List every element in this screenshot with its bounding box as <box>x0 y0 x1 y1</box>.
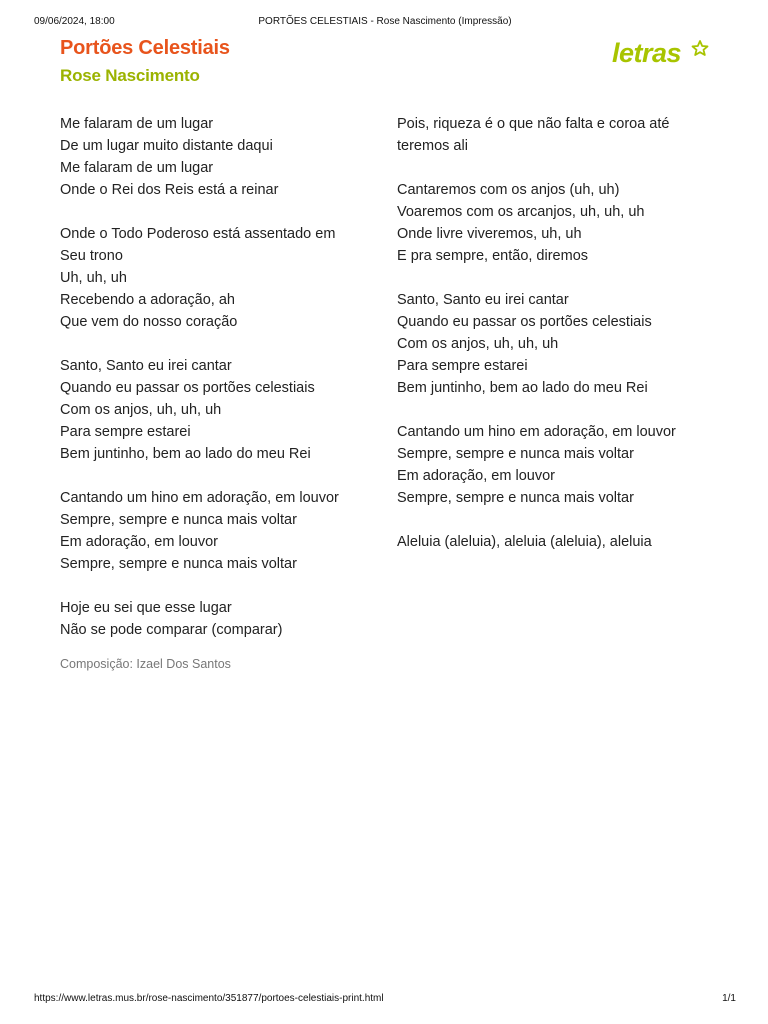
lyrics-stanza <box>60 487 370 575</box>
lyrics-stanza <box>60 223 370 333</box>
lyrics-stanza <box>397 289 717 399</box>
lyrics-stanza <box>60 113 370 201</box>
lyric-line: Voaremos com os arcanjos, uh, uh, uh <box>397 204 645 220</box>
lyric-line: Para sempre estarei <box>397 358 528 374</box>
composer-credit: Composição: Izael Dos Santos <box>60 657 231 671</box>
lyrics-stanza <box>397 421 717 509</box>
lyric-line: Cantando um hino em adoração, em louvor <box>60 490 339 506</box>
lyric-line: Com os anjos, uh, uh, uh <box>60 402 222 418</box>
lyric-line: Me falaram de um lugar <box>60 160 214 176</box>
print-header <box>34 16 736 30</box>
print-date: 09/06/2024, 18:00 <box>34 16 115 27</box>
lyrics-stanza <box>60 597 370 641</box>
lyric-line: teremos ali <box>397 138 468 154</box>
song-title: Portões Celestiais <box>60 37 230 59</box>
lyric-line: Em adoração, em louvor <box>397 468 555 484</box>
lyric-line: Sempre, sempre e nunca mais voltar <box>60 512 297 528</box>
lyric-line: Não se pode comparar (comparar) <box>60 622 283 638</box>
lyric-line: Onde livre viveremos, uh, uh <box>397 226 582 242</box>
lyric-line: Sempre, sempre e nunca mais voltar <box>397 490 634 506</box>
artist-name: Rose Nascimento <box>60 66 200 85</box>
lyric-line: Que vem do nosso coração <box>60 314 238 330</box>
lyric-line: Santo, Santo eu irei cantar <box>397 292 569 308</box>
lyric-line: Bem juntinho, bem ao lado do meu Rei <box>397 380 648 396</box>
lyric-line: Sempre, sempre e nunca mais voltar <box>60 556 297 572</box>
star-icon <box>693 41 708 55</box>
lyric-line: Aleluia (aleluia), aleluia (aleluia), aleluia <box>397 534 652 550</box>
lyric-line: Santo, Santo eu irei cantar <box>60 358 232 374</box>
lyric-line: Me falaram de um lugar <box>60 116 214 132</box>
lyrics-stanza <box>397 179 717 267</box>
lyrics-stanza <box>397 531 717 553</box>
lyric-line: De um lugar muito distante daqui <box>60 138 273 154</box>
lyric-line: Pois, riqueza é o que não falta e coroa até <box>397 116 670 132</box>
lyric-line: Quando eu passar os portões celestiais <box>397 314 652 330</box>
lyric-line: Cantaremos com os anjos (uh, uh) <box>397 182 620 198</box>
lyrics-column-left <box>60 113 370 673</box>
print-document-title: PORTÕES CELESTIAIS - Rose Nascimento (Impressão) <box>258 16 512 27</box>
lyric-line: Bem juntinho, bem ao lado do meu Rei <box>60 446 311 462</box>
logo-text: letras <box>612 38 682 68</box>
lyric-line: Recebendo a adoração, ah <box>60 292 235 308</box>
lyric-line: Seu trono <box>60 248 123 264</box>
lyric-line: Em adoração, em louvor <box>60 534 218 550</box>
lyric-line: E pra sempre, então, diremos <box>397 248 589 264</box>
lyric-line: Para sempre estarei <box>60 424 191 440</box>
lyric-line: Hoje eu sei que esse lugar <box>60 600 232 616</box>
lyric-line: Sempre, sempre e nunca mais voltar <box>397 446 634 462</box>
lyrics-column-right <box>397 113 717 575</box>
lyric-line: Com os anjos, uh, uh, uh <box>397 336 559 352</box>
lyric-line: Quando eu passar os portões celestiais <box>60 380 315 396</box>
lyric-line: Cantando um hino em adoração, em louvor <box>397 424 676 440</box>
lyric-line: Uh, uh, uh <box>60 270 127 286</box>
page-number: 1/1 <box>722 993 736 1004</box>
lyric-line: Onde o Rei dos Reis está a reinar <box>60 182 279 198</box>
print-url: https://www.letras.mus.br/rose-nascimento/351877/portoes-celestiais-print.html <box>34 993 384 1004</box>
lyric-line: Onde o Todo Poderoso está assentado em <box>60 226 336 242</box>
lyrics-stanza <box>397 113 717 157</box>
letras-logo <box>610 36 710 70</box>
print-footer <box>34 993 736 1007</box>
lyrics-stanza <box>60 355 370 465</box>
